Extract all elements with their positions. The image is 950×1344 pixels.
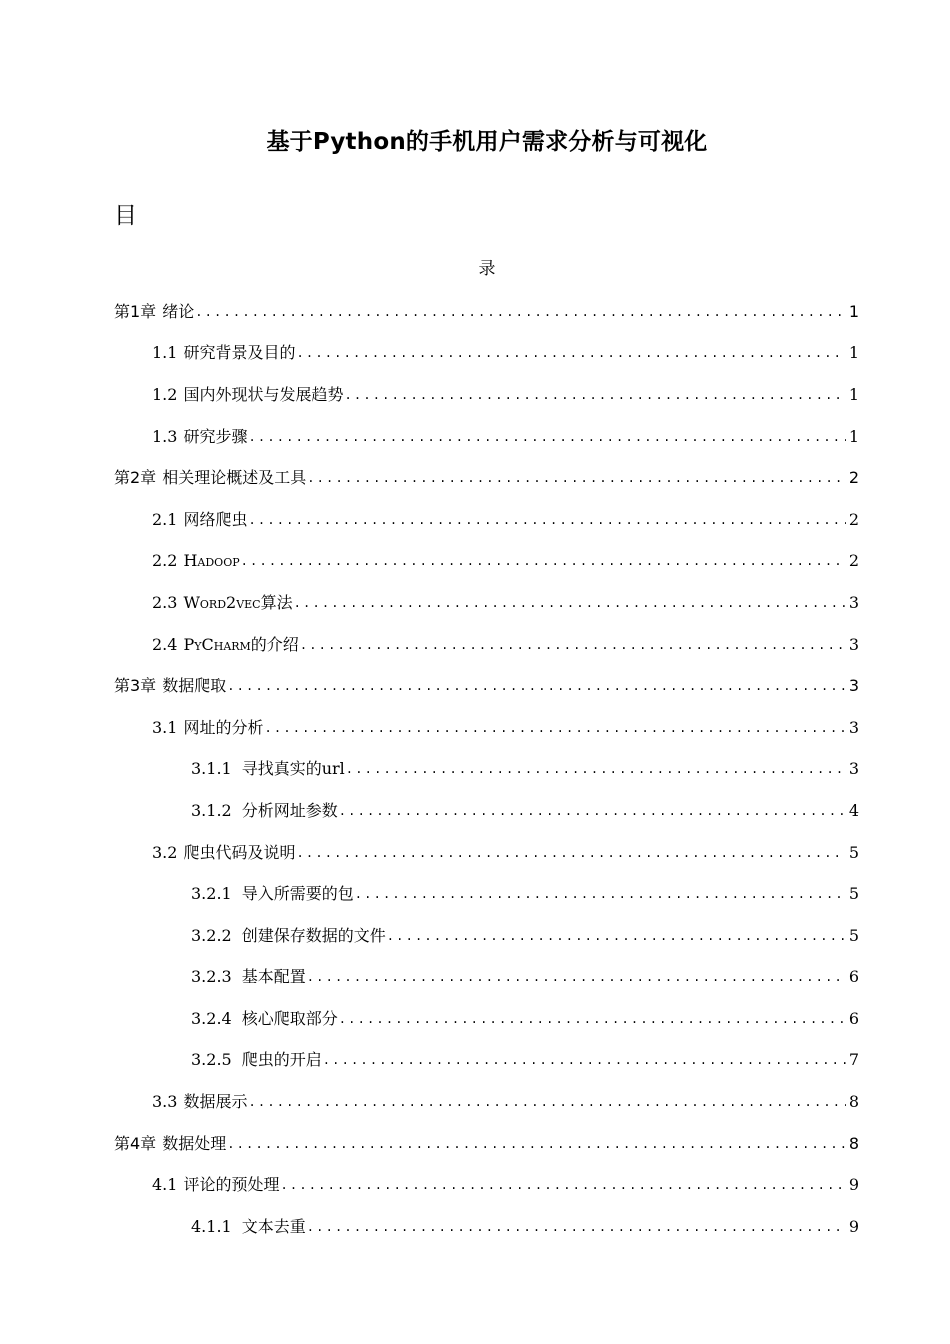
toc-entry[interactable] xyxy=(0,873,950,915)
toc-dot-leader xyxy=(344,384,845,406)
toc-entry[interactable] xyxy=(0,665,950,707)
toc-entry-page: 1 xyxy=(848,426,859,446)
toc-entry-title xyxy=(152,426,247,448)
toc-entry-number: 2.4 xyxy=(152,634,178,654)
toc-entry[interactable] xyxy=(0,1123,950,1165)
toc-entry-title xyxy=(152,634,299,656)
toc-entry-page: 5 xyxy=(848,884,859,904)
toc-dot-leader xyxy=(296,342,845,364)
toc-entry-number: 3.2.1 xyxy=(191,884,232,904)
toc-entry-label: PyCharm的介绍 xyxy=(183,634,299,654)
toc-entry[interactable] xyxy=(0,749,950,791)
toc-entry-label: 分析网址参数 xyxy=(241,800,338,820)
toc-entry-title xyxy=(152,1174,279,1196)
toc-dot-leader xyxy=(264,717,845,739)
toc-entry-number: 第1章 xyxy=(114,301,157,321)
toc-entry[interactable] xyxy=(0,541,950,583)
toc-entry[interactable] xyxy=(0,291,950,333)
toc-entry-number: 2.1 xyxy=(152,509,178,529)
toc-entry-label: 网址的分析 xyxy=(183,717,264,737)
toc-entry[interactable] xyxy=(0,374,950,416)
toc-entry-number: 第4章 xyxy=(114,1133,157,1153)
toc-entry-page: 1 xyxy=(848,343,859,363)
toc-dot-leader xyxy=(300,634,846,656)
toc-dot-leader xyxy=(280,1174,845,1196)
toc-dot-leader xyxy=(346,758,846,780)
toc-entry-page: 8 xyxy=(848,1133,859,1153)
toc-entry-label: Word2vec算法 xyxy=(183,592,293,612)
toc-entry[interactable] xyxy=(0,707,950,749)
toc-entry-number: 3.1 xyxy=(152,717,178,737)
toc-entry-label: 研究背景及目的 xyxy=(183,343,296,363)
toc-entry-page: 2 xyxy=(848,509,859,529)
toc-entry-title xyxy=(114,301,194,323)
toc-entry-label: 研究步骤 xyxy=(183,426,248,446)
toc-entry-page: 8 xyxy=(848,1092,859,1112)
toc-entry-page: 5 xyxy=(848,842,859,862)
toc-entry-number: 3.2.2 xyxy=(191,925,232,945)
toc-entry-page: 3 xyxy=(848,634,859,654)
toc-dot-leader xyxy=(248,426,845,448)
toc-entry-page: 3 xyxy=(848,759,859,779)
toc-dot-leader xyxy=(387,925,846,947)
toc-entry-title xyxy=(191,800,338,822)
toc-entry-title xyxy=(152,384,343,406)
toc-entry-label: 创建保存数据的文件 xyxy=(241,925,386,945)
toc-entry-title xyxy=(191,1008,338,1030)
toc-entry-title xyxy=(152,842,295,864)
toc-entry-title xyxy=(152,1091,247,1113)
toc-entry-title xyxy=(152,717,263,739)
toc-entry-page: 3 xyxy=(848,717,859,737)
toc-entry-page: 7 xyxy=(848,1050,859,1070)
toc-entry-page: 1 xyxy=(848,384,859,404)
toc-entry-label: 爬虫代码及说明 xyxy=(183,842,296,862)
toc-entry-page: 2 xyxy=(848,551,859,571)
toc-entry-label: 绪论 xyxy=(162,301,195,321)
toc-entry-title xyxy=(152,550,240,572)
toc-dot-leader xyxy=(307,966,846,988)
toc-entry[interactable] xyxy=(0,1081,950,1123)
toc-dot-leader xyxy=(227,675,846,697)
toc-entry-label: 数据处理 xyxy=(162,1133,227,1153)
toc-entry-title xyxy=(191,758,345,780)
toc-entry-number: 第3章 xyxy=(114,676,157,696)
toc-entry-number: 3.2.4 xyxy=(191,1008,232,1028)
toc-entry-title xyxy=(152,509,247,531)
toc-entry[interactable] xyxy=(0,1164,950,1206)
toc-entry-number: 2.2 xyxy=(152,551,178,571)
toc-entry[interactable] xyxy=(0,915,950,957)
toc-dot-leader xyxy=(248,509,845,531)
toc-entry-title xyxy=(191,966,306,988)
toc-entry-number: 4.1 xyxy=(152,1175,178,1195)
toc-dot-leader xyxy=(307,467,846,489)
toc-entry-page: 9 xyxy=(848,1216,859,1236)
toc-entry[interactable] xyxy=(0,582,950,624)
toc-entry-page: 5 xyxy=(848,925,859,945)
table-of-contents xyxy=(0,291,950,1248)
toc-dot-leader xyxy=(355,883,846,905)
toc-entry-label: 基本配置 xyxy=(241,967,306,987)
toc-entry-title xyxy=(114,467,306,489)
toc-dot-leader xyxy=(323,1049,846,1071)
toc-dot-leader xyxy=(227,1133,846,1155)
toc-entry[interactable] xyxy=(0,1206,950,1248)
toc-entry-title xyxy=(191,1216,306,1238)
toc-entry-number: 3.3 xyxy=(152,1092,178,1112)
toc-entry-label: 爬虫的开启 xyxy=(241,1050,322,1070)
toc-dot-leader xyxy=(241,550,846,572)
toc-entry-label: 网络爬虫 xyxy=(183,509,248,529)
toc-entry-number: 3.2 xyxy=(152,842,178,862)
toc-heading-part2: 录 xyxy=(478,259,496,279)
toc-entry-label: 数据爬取 xyxy=(162,676,227,696)
toc-dot-leader xyxy=(296,842,845,864)
toc-entry-number: 1.1 xyxy=(152,343,178,363)
toc-dot-leader xyxy=(307,1216,846,1238)
toc-entry-page: 4 xyxy=(848,800,859,820)
toc-entry-title xyxy=(152,342,295,364)
toc-entry-number: 1.2 xyxy=(152,384,178,404)
toc-entry-title xyxy=(152,592,293,614)
toc-entry-title xyxy=(114,1133,226,1155)
toc-entry-label: 评论的预处理 xyxy=(183,1175,280,1195)
toc-heading-part1: 目 xyxy=(114,203,137,229)
toc-entry-label: 核心爬取部分 xyxy=(241,1008,338,1028)
toc-entry-label: Hadoop xyxy=(183,551,240,571)
toc-entry-number: 3.2.5 xyxy=(191,1050,232,1070)
toc-entry-number: 3.1.2 xyxy=(191,800,232,820)
toc-dot-leader xyxy=(248,1091,845,1113)
toc-entry-title xyxy=(191,883,354,905)
toc-entry-page: 6 xyxy=(848,1008,859,1028)
toc-entry[interactable] xyxy=(0,790,950,832)
toc-entry-title xyxy=(191,1049,322,1071)
toc-entry-label: 相关理论概述及工具 xyxy=(162,468,307,488)
toc-entry[interactable] xyxy=(0,416,950,458)
toc-entry-label: 文本去重 xyxy=(241,1216,306,1236)
toc-entry-label: 寻找真实的url xyxy=(241,759,345,779)
toc-entry[interactable] xyxy=(0,998,950,1040)
toc-entry[interactable] xyxy=(0,957,950,999)
toc-entry-page: 3 xyxy=(848,592,859,612)
toc-dot-leader xyxy=(195,301,846,323)
toc-entry-label: 导入所需要的包 xyxy=(241,884,354,904)
toc-entry-label: 国内外现状与发展趋势 xyxy=(183,384,344,404)
toc-entry[interactable] xyxy=(0,1040,950,1082)
toc-entry[interactable] xyxy=(0,333,950,375)
toc-entry-number: 3.1.1 xyxy=(191,759,232,779)
toc-entry-page: 9 xyxy=(848,1175,859,1195)
toc-entry-page: 6 xyxy=(848,967,859,987)
toc-entry-number: 第2章 xyxy=(114,468,157,488)
toc-dot-leader xyxy=(339,1008,846,1030)
toc-entry-label: 数据展示 xyxy=(183,1092,248,1112)
page-title: 基于Python的手机用户需求分析与可视化 xyxy=(266,129,708,155)
toc-entry-title xyxy=(114,675,226,697)
toc-entry[interactable] xyxy=(0,832,950,874)
toc-entry-number: 3.2.3 xyxy=(191,967,232,987)
toc-entry[interactable] xyxy=(0,457,950,499)
toc-dot-leader xyxy=(339,800,846,822)
toc-entry[interactable] xyxy=(0,624,950,666)
toc-entry-page: 1 xyxy=(848,301,859,321)
toc-entry[interactable] xyxy=(0,499,950,541)
toc-entry-number: 1.3 xyxy=(152,426,178,446)
toc-entry-title xyxy=(191,925,386,947)
toc-entry-page: 3 xyxy=(848,676,859,696)
toc-entry-page: 2 xyxy=(848,468,859,488)
toc-entry-number: 2.3 xyxy=(152,592,178,612)
toc-dot-leader xyxy=(294,592,846,614)
toc-entry-number: 4.1.1 xyxy=(191,1216,232,1236)
